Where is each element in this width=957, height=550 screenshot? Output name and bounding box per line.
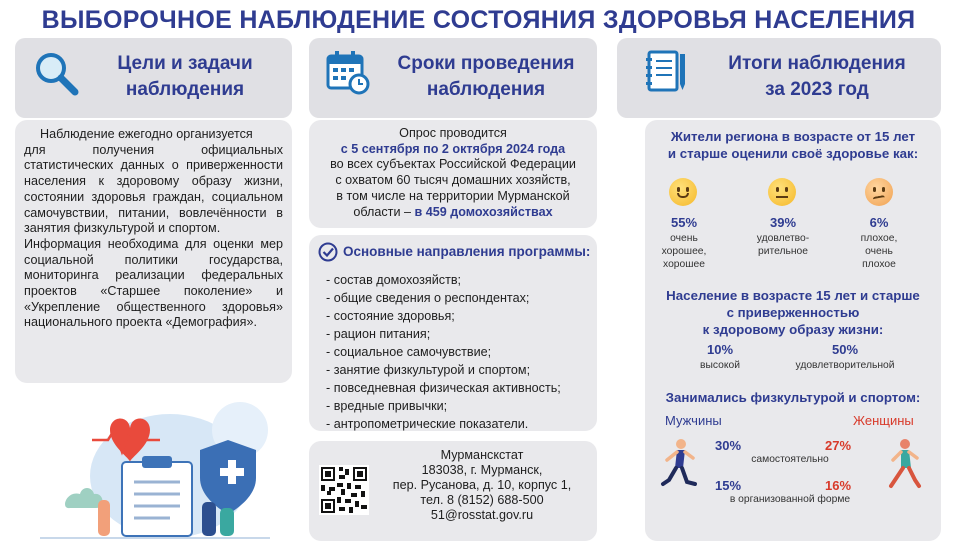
health-label-3b: очень [865, 246, 893, 257]
goals-para1-rest: для получения официальных статистических данных о приверженности населения к здоровому образу жизни, состоянии здоровья граждан, социальном самочувствии, питании, вовлечённости в занятия физкультурой и спортом. [24, 142, 283, 236]
timing-line6a: области – [353, 204, 415, 219]
header-results-line2: за 2023 год [765, 79, 869, 100]
header-timing-line1: Сроки проведения [397, 53, 575, 74]
goals-para2: Информация необходима для оценки мер социальной политики государства, мониторинга реализации федеральных проектов «Старшее поколение» и «Укрепление общественного здоровья» национального проекта «Демография». [24, 236, 283, 330]
runner-man-icon [659, 438, 699, 496]
women-label: Женщины [853, 413, 914, 428]
calendar-icon [325, 48, 371, 96]
health-pct-1: 55% [670, 215, 698, 230]
timing-line3: во всех субъектах Российской Федерации [330, 157, 576, 172]
timing-panel [309, 120, 597, 228]
contact-addr1: 183038, г. Мурманск, [421, 463, 543, 477]
timing-dates: с 5 сентября по 2 октября 2024 года [340, 141, 566, 156]
hls-label-2: удовлетворительной [795, 360, 895, 371]
hls-heading-2: с приверженностью [726, 305, 860, 320]
timing-households: в 459 домохозяйствах [414, 204, 553, 219]
sport-women-1: 27% [825, 438, 852, 453]
health-heading-2: и старше оценили своё здоровье как: [667, 146, 919, 161]
header-goals-line2: наблюдения [125, 79, 245, 100]
hls-pct-2: 50% [831, 342, 859, 357]
contact-email[interactable]: 51@rosstat.gov.ru [430, 508, 534, 522]
header-goals-line1: Цели и задачи [117, 53, 253, 74]
page-title: ВЫБОРОЧНОЕ НАБЛЮДЕНИЕ СОСТОЯНИЯ ЗДОРОВЬЯ НАСЕЛЕНИЯ [41, 6, 916, 34]
health-label-2a: удовлетво- [756, 233, 810, 244]
qr-code [319, 465, 369, 515]
hls-pct-1: 10% [706, 342, 734, 357]
program-item: - антропометрические показатели. [326, 417, 529, 431]
hls-heading-3: к здоровому образу жизни: [702, 322, 884, 337]
program-item: - вредные привычки; [326, 399, 448, 413]
hls-heading-1: Население в возрасте 15 лет и старше [666, 288, 920, 303]
smile-icon [669, 178, 697, 206]
sport-heading: Занимались физкультурой и спортом: [665, 390, 921, 405]
contact-org: Мурманскстат [440, 448, 524, 462]
hls-label-1: высокой [700, 360, 740, 371]
program-item: - рацион питания; [326, 327, 431, 341]
timing-line5: в том числе на территории Мурманской [336, 188, 570, 203]
health-illustration [30, 390, 280, 542]
health-label-1a: очень [670, 233, 698, 244]
neutral-face-icon [768, 178, 796, 206]
health-pct-3: 6% [869, 215, 889, 230]
program-item: - занятие физкультурой и спортом; [326, 363, 531, 377]
header-timing [309, 38, 597, 118]
contact-addr2: пер. Русанова, д. 10, корпус 1, [392, 478, 572, 492]
goals-para1-first: Наблюдение ежегодно организуется [40, 127, 253, 141]
program-panel [309, 235, 597, 431]
magnifier-icon [33, 50, 81, 98]
program-heading: Основные направления программы: [343, 244, 591, 259]
program-item: - состояние здоровья; [326, 309, 455, 323]
health-label-1c: хорошее [663, 259, 705, 270]
sport-label-1: самостоятельно [751, 454, 829, 465]
goals-panel [15, 120, 292, 383]
sick-face-icon [865, 178, 893, 206]
health-label-2b: рительное [758, 246, 808, 257]
results-panel [645, 120, 941, 541]
contact-phone: тел. 8 (8152) 688-500 [420, 493, 544, 507]
notebook-icon [645, 48, 689, 98]
header-goals [15, 38, 292, 118]
program-item: - общие сведения о респондентах; [326, 291, 530, 305]
header-results-line1: Итоги наблюдения [728, 53, 906, 74]
header-results [617, 38, 941, 118]
health-label-3c: плохое [862, 259, 896, 270]
sport-women-2: 16% [825, 478, 852, 493]
header-timing-line2: наблюдения [426, 79, 546, 100]
checkmark-icon [318, 242, 338, 262]
sport-men-2: 15% [715, 478, 742, 493]
men-label: Мужчины [665, 413, 722, 428]
sport-men-1: 30% [715, 438, 742, 453]
health-label-1b: хорошее, [661, 246, 707, 257]
runner-woman-icon [885, 438, 925, 496]
health-heading-1: Жители региона в возрасте от 15 лет [670, 129, 916, 144]
contact-panel [309, 441, 597, 541]
program-item: - повседневная физическая активность; [326, 381, 561, 395]
timing-line1: Опрос проводится [399, 126, 507, 140]
program-item: - состав домохозяйств; [326, 273, 462, 287]
timing-line4: с охватом 60 тысяч домашних хозяйств, [335, 173, 571, 188]
health-pct-2: 39% [769, 215, 797, 230]
sport-label-2: в организованной форме [729, 494, 851, 505]
health-label-3a: плохое, [860, 233, 898, 244]
program-item: - социальное самочувствие; [326, 345, 492, 359]
